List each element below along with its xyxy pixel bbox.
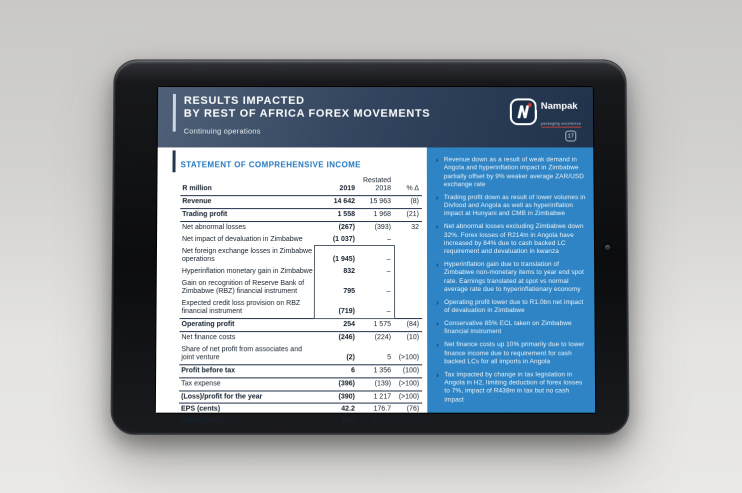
table-row [179, 416, 422, 428]
value-2018: (224) [374, 334, 392, 342]
value-delta: (100) [394, 365, 422, 378]
col-header-restated: Restated [362, 177, 391, 185]
body-accent-line [172, 150, 175, 172]
table-row [180, 209, 422, 222]
value-2019: 42.2 [341, 406, 355, 414]
row-label: EPS (cents) [180, 406, 221, 414]
list-item [436, 320, 586, 337]
row-label: Tax expense [181, 380, 221, 388]
row-label: Gain on recognition of Reserve Bank of Zimbabwe (RBZ) financial instrument [181, 279, 305, 296]
value-delta: (>100) [398, 354, 420, 362]
camera-icon [605, 245, 610, 250]
value-2019: 1 558 [314, 209, 358, 222]
col-header-rmillion: R million [180, 175, 314, 195]
col-header-2018 [358, 175, 394, 195]
value-2018: (139) [374, 380, 392, 388]
value-delta: (21) [394, 209, 422, 222]
bullet-text: Net abnormal losses excluding Zimbabwe down 32%. Forex losses of R214m in Angola have increased by 84% due to cash backed LC requirement and devaluation in kwanza [443, 223, 584, 256]
value-2018: – [358, 298, 394, 319]
value-2019: (267) [338, 223, 356, 231]
chevron-right-icon: › [436, 340, 439, 350]
value-2019: 795 [314, 278, 358, 298]
table-row [180, 246, 422, 266]
tablet-device [110, 59, 629, 434]
value-delta: (84) [394, 319, 422, 332]
table-row [180, 234, 422, 246]
value-2018: 1 575 [358, 319, 394, 332]
table-row [179, 378, 422, 391]
row-label: Expected credit loss provision on RBZ financial instrument [181, 300, 301, 316]
statement-section [156, 147, 427, 426]
value-delta [394, 266, 422, 278]
list-item [436, 261, 586, 294]
chevron-right-icon: › [435, 192, 439, 202]
value-delta: (69) [406, 417, 420, 426]
bullet-text: Operating profit lower due to R1.0bn net impact of devaluation in Zimbabwe [444, 298, 584, 315]
list-item [436, 371, 587, 405]
nampak-logo-icon [509, 98, 537, 126]
nampak-logo-text [541, 98, 581, 129]
value-delta [394, 234, 422, 246]
table-row [179, 344, 422, 365]
row-label: (Loss)/profit for the year [179, 391, 314, 404]
value-2018: 176.7 [373, 406, 392, 414]
table-row [179, 403, 422, 415]
list-item [436, 299, 586, 316]
value-2019: 6 [314, 365, 358, 378]
col-header-2019: 2019 [314, 175, 358, 195]
income-table-body [179, 196, 422, 428]
value-2019: (719) [314, 298, 358, 319]
page-title-line1: RESULTS IMPACTED [183, 94, 305, 107]
chevron-right-icon: › [436, 370, 439, 380]
value-2019: 54.1 [341, 417, 355, 426]
chevron-right-icon: › [436, 319, 439, 329]
table-row [179, 332, 422, 344]
table-row [180, 266, 422, 278]
value-2019: (396) [338, 380, 355, 388]
value-delta: 32 [411, 223, 419, 231]
chevron-right-icon: › [436, 297, 439, 307]
value-2018: – [387, 235, 391, 243]
page-number-badge: 17 [565, 131, 576, 142]
col-header-delta: % Δ [394, 175, 422, 195]
row-label: Revenue [180, 196, 314, 209]
value-2019: (1 945) [314, 246, 358, 266]
value-delta: (10) [406, 334, 420, 342]
row-label: Trading profit [180, 209, 314, 222]
row-label: Profit before tax [179, 365, 314, 378]
commentary-panel [427, 147, 595, 412]
value-2019: (2) [346, 354, 355, 362]
value-delta [394, 278, 422, 298]
page-subtitle: Continuing operations [183, 126, 261, 136]
table-title: STATEMENT OF COMPREHENSIVE INCOME [180, 160, 361, 170]
value-2019: 832 [314, 266, 358, 278]
chevron-right-icon: › [435, 155, 439, 165]
table-header-row [180, 175, 422, 195]
row-label: Hyperinflation monetary gain in Zimbabwe [181, 268, 313, 276]
value-delta: (>100) [398, 380, 420, 388]
page-title-line2: BY REST OF AFRICA FOREX MOVEMENTS [183, 108, 431, 120]
table-row [179, 319, 422, 332]
bullet-text: Conservative 85% ECL taken on Zimbabwe financial instrument [444, 320, 572, 336]
bullet-text: Trading profit down as result of lower volumes in Divfood and Angola as well as hyperinflation impact at Hunyani and CMB in Zimbabwe [443, 193, 586, 218]
nampak-logo [509, 98, 581, 129]
value-2018: 173.3 [373, 417, 392, 426]
value-2019: (390) [314, 391, 358, 404]
value-2019: (246) [338, 334, 355, 342]
slide-body [156, 147, 595, 426]
value-2019: 14 642 [314, 196, 358, 209]
value-2019: 254 [314, 319, 358, 332]
row-label: Net finance costs [181, 334, 236, 342]
row-label: Net abnormal losses [182, 223, 246, 231]
row-label: HEPS (cents) [180, 417, 226, 426]
table-row [180, 278, 422, 298]
bullet-text: Hyperinflation gain due to translation of Zimbabwe non-monetary items to year end spot rate. Earnings translated at spot vs normal average rate due to hyperinflationary economy [444, 261, 584, 294]
value-2018: – [358, 266, 394, 278]
value-2018: 15 963 [358, 196, 394, 209]
logo-tagline: packaging excellence [540, 121, 582, 126]
chevron-right-icon: › [435, 222, 439, 232]
income-statement-table [179, 175, 422, 428]
table-row [180, 196, 422, 209]
list-item [436, 156, 586, 189]
value-2018: (393) [374, 223, 391, 231]
value-delta: (76) [406, 406, 420, 414]
value-delta: (>100) [394, 391, 422, 404]
row-label: Operating profit [179, 319, 313, 332]
bullet-list [436, 156, 587, 404]
slide-header [158, 87, 594, 147]
row-label: Net foreign exchange losses in Zimbabwe operations [181, 247, 312, 264]
value-2018: 1 968 [358, 209, 394, 222]
table-row [179, 391, 422, 404]
col-header-2018-year: 2018 [375, 185, 391, 193]
tablet-screen [156, 87, 595, 426]
bullet-text: Net finance costs up 10% primarily due to lower finance income due to requirement for cash backed LCs for all imports in Angola [444, 341, 585, 366]
value-delta [394, 298, 422, 319]
value-2018: 1 356 [358, 365, 394, 378]
list-item [436, 194, 586, 219]
list-item [436, 341, 587, 366]
value-2018: 1 217 [358, 391, 394, 404]
row-label: Net impact of devaluation in Zimbabwe [182, 236, 303, 244]
value-2018: 5 [387, 354, 392, 362]
value-2018: – [358, 246, 394, 266]
page-title [184, 95, 431, 121]
value-delta: (8) [394, 196, 422, 209]
value-2019: (1 037) [332, 235, 356, 243]
bullet-text: Revenue down as a result of weak demand in Angola and hyperinflation impact in Zimbabwe partially offset by 9% weaker average ZAR/USD exchange rate [443, 156, 584, 189]
table-row [180, 221, 422, 233]
chevron-right-icon: › [436, 260, 439, 270]
bullet-text: Tax impacted by change in tax legislation in Angola in H2, limiting deduction of forex losses to 7%, impact of R438m in tax but no cash impact [444, 371, 583, 404]
value-delta [394, 246, 422, 266]
logo-name: Nampak [540, 100, 578, 112]
value-2018: – [358, 278, 394, 298]
row-label: Share of net profit from associates and joint venture [181, 345, 303, 362]
list-item [436, 223, 586, 256]
header-accent-line [173, 94, 176, 132]
table-row [179, 365, 422, 378]
table-row [180, 298, 423, 319]
